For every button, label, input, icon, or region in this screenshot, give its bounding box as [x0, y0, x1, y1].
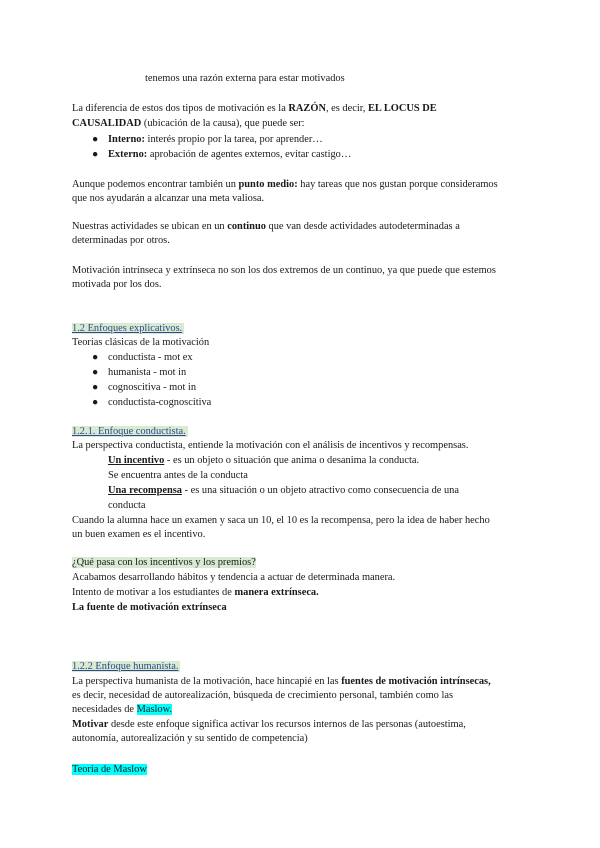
continuo-line-2: determinadas por otros. [72, 235, 170, 246]
locus-line-1: La diferencia de estos dos tipos de motivación es la RAZÓN, es decir, EL LOCUS DE [72, 103, 437, 114]
s122-line-2: es decir, necesidad de autorealización, búsqueda de crecimiento personal, también como las [72, 690, 453, 701]
locus-bullet-interno: Interno: interés propio por la tarea, por aprender… [108, 134, 323, 145]
section-1-2-2-heading: 1.2.2 Enfoque humanista. [72, 661, 179, 672]
section-1-2-heading: 1.2 Enfoques explicativos. [72, 323, 183, 334]
s12-item: conductista - mot ex [108, 352, 193, 363]
punto-medio-line-2: que nos ayudarán a alcanzar una meta valiosa. [72, 193, 265, 204]
intro-line: tenemos una razón externa para estar motivados [145, 73, 345, 84]
s12-item: cognoscitiva - mot in [108, 382, 197, 393]
premios-line-3: La fuente de motivación extrínseca [72, 602, 227, 613]
s12-item: humanista - mot in [108, 367, 187, 378]
section-1-2-1-heading: 1.2.1. Enfoque conductista. [72, 426, 186, 437]
bullet-icon: ● [92, 367, 99, 378]
continuo-line-1: Nuestras actividades se ubican en un continuo que van desde actividades autodeterminadas a [72, 221, 460, 232]
bullet-icon: ● [92, 397, 99, 408]
s122-line-1: La perspectiva humanista de la motivación, hace hincapié en las fuentes de motivación intrínsecas, [72, 676, 491, 687]
incentivo-line-2: Se encuentra antes de la conducta [108, 470, 248, 481]
s122-line-4: Motivar desde este enfoque significa activar los recursos internos de las personas (autoestima, [72, 719, 466, 730]
locus-line-2: CAUSALIDAD (ubicación de la causa), que puede ser: [72, 118, 305, 129]
bullet-icon: ● [92, 149, 99, 160]
incentivo-definition: Un incentivo - es un objeto o situación que anima o desanima la conducta. [108, 455, 420, 466]
maslow-heading: Teoria de Maslow [72, 764, 147, 775]
s12-intro: Teorías clásicas de la motivación [72, 337, 210, 348]
punto-medio-line-1: Aunque podemos encontrar también un punto medio: hay tareas que nos gustan porque consideramos [72, 179, 498, 190]
s121-line-1: La perspectiva conductista, entiende la motivación con el análisis de incentivos y recompensas. [72, 440, 469, 451]
s12-item: conductista-cognoscitiva [108, 397, 212, 408]
bullet-icon: ● [92, 352, 99, 363]
premios-line-2: Intento de motivar a los estudiantes de manera extrínseca. [72, 587, 319, 598]
extremos-line-2: motivada por los dos. [72, 279, 162, 290]
recompensa-line-2: conducta [108, 500, 146, 511]
bullet-icon: ● [92, 382, 99, 393]
locus-bullet-externo: Externo: aprobación de agentes externos, evitar castigo… [108, 149, 352, 160]
bullet-icon: ● [92, 134, 99, 145]
extremos-line-1: Motivación intrínseca y extrínseca no son los dos extremos de un continuo, ya que puede que estemos [72, 265, 496, 276]
premios-question: ¿Qué pasa con los incentivos y los premios? [72, 557, 256, 568]
premios-line-1: Acabamos desarrollando hábitos y tendencia a actuar de determinada manera. [72, 572, 396, 583]
recompensa-definition: Una recompensa - es una situación o un objeto atractivo como consecuencia de una [108, 485, 459, 496]
example-line-1: Cuando la alumna hace un examen y saca un 10, el 10 es la recompensa, pero la idea de haber hecho [72, 515, 490, 526]
s122-line-3: necesidades de Maslow. [72, 704, 173, 715]
s122-line-5: autonomía, autorealización y su sentido de competencia) [72, 733, 308, 744]
example-line-2: un buen examen es el incentivo. [72, 529, 206, 540]
